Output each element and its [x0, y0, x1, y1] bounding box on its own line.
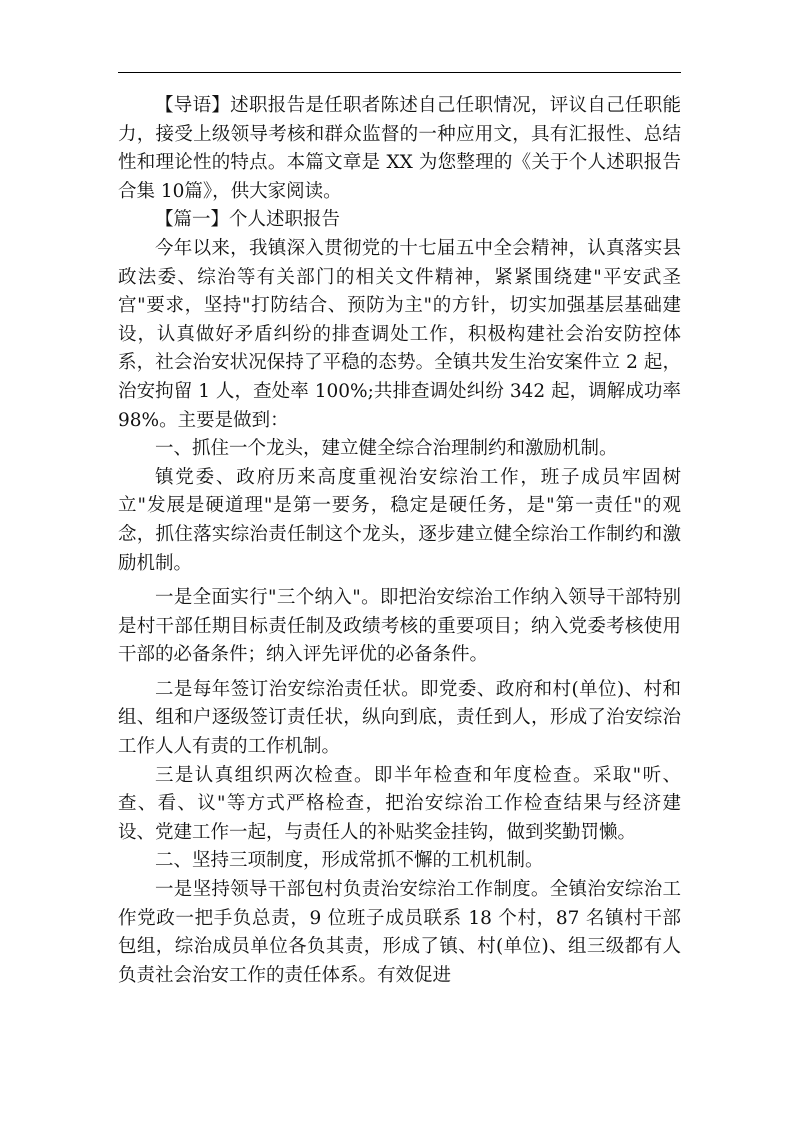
body-paragraph: 一是坚持领导干部包村负责治安综治工作制度。全镇治安综治工作党政一把手负总责，9 位班子成员联系 18 个村，87 名镇村干部包组，综治成员单位各负其责，形成了镇、村(单位)、组三级都有人负责社会治安工作的责任体系。有效促进	[118, 879, 681, 986]
body-paragraph: 三是认真组织两次检查。即半年检查和年度检查。采取"听、查、看、议"等方式严格检查，把治安综治工作检查结果与经济建设、党建工作一起，与责任人的补贴奖金挂钩，做到奖勤罚懒。	[118, 764, 681, 843]
header-rule	[118, 72, 681, 73]
document-body	[118, 92, 681, 990]
body-paragraph: 二是每年签订治安综治责任状。即党委、政府和村(单位)、村和组、组和户逐级签订责任状，纵向到底，责任到人，形成了治安综治工作人人有责的工作机制。	[118, 678, 681, 758]
intro-paragraph: 【导语】述职报告是任职者陈述自己任职情况，评议自己任职能力，接受上级领导考核和群众监督的一种应用文，具有汇报性、总结性和理论性的特点。本篇文章是 XX 为您整理的《关于个人述职报告合集 10篇》，供大家阅读。	[118, 95, 681, 202]
subheading: 一、抓住一个龙头，建立健全综合治理制约和激励机制。	[155, 438, 618, 460]
body-paragraph: 今年以来，我镇深入贯彻党的十七届五中全会精神，认真落实县政法委、综治等有关部门的相关文件精神，紧紧围绕建"平安武圣宫"要求，坚持"打防结合、预防为主"的方针，切实加强基层基础建设，认真做好矛盾纠纷的排查调处工作，积极构建社会治安防控体系，社会治安状况保持了平稳的态势。全镇共发生治安案件立 2 起，治安拘留 1 人，查处率 100%;共排查调处纠纷 342 起，调解成功率 98%。主要是做到：	[118, 237, 681, 431]
body-paragraph: 一是全面实行"三个纳入"。即把治安综治工作纳入领导干部特别是村干部任期目标责任制及政绩考核的重要项目；纳入党委考核使用干部的必备条件；纳入评先评优的必备条件。	[118, 587, 681, 666]
body-paragraph: 镇党委、政府历来高度重视治安综治工作，班子成员牢固树立"发展是硬道理"是第一要务，稳定是硬任务，是"第一责任"的观念，抓住落实综治责任制这个龙头，逐步建立健全综治工作制约和激励机制。	[118, 466, 681, 574]
section-heading: 【篇一】个人述职报告	[155, 209, 341, 231]
subheading: 二、坚持三项制度，形成常抓不懈的工机机制。	[155, 850, 544, 872]
